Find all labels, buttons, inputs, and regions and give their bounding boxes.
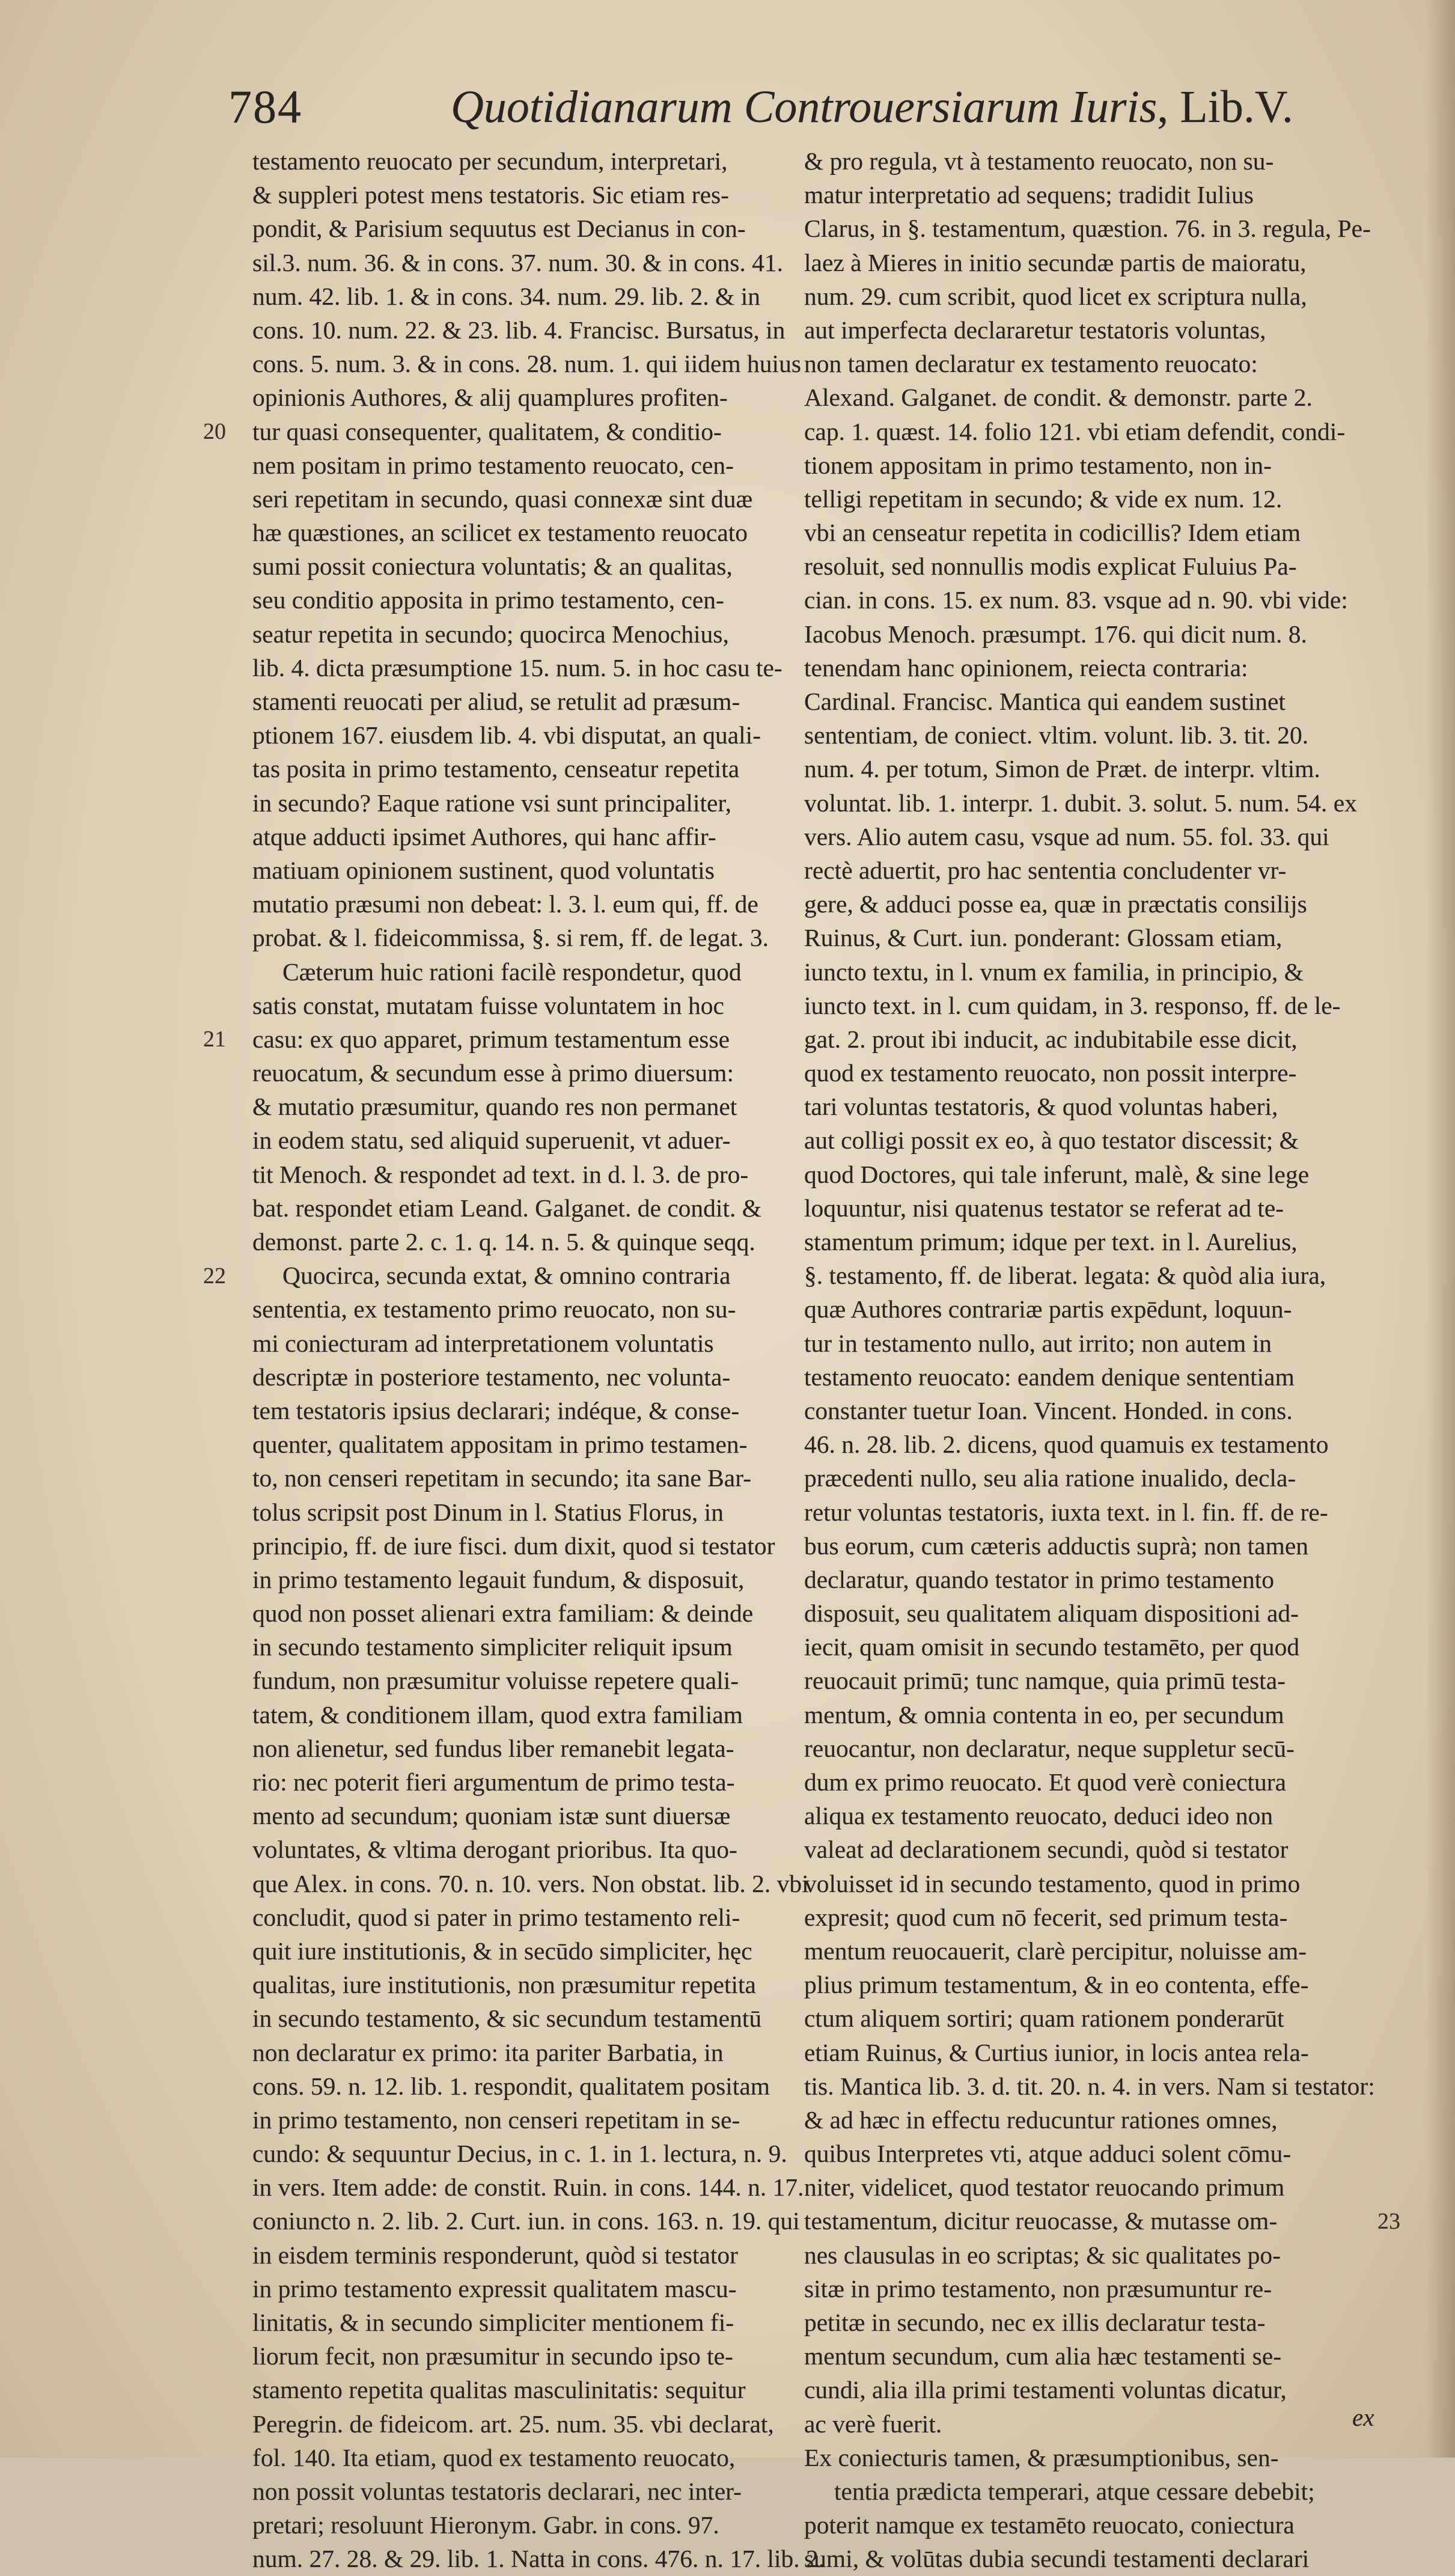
- text-line: Cæterum huic rationi facilè respondetur, quod: [282, 957, 742, 986]
- text-line: nem positam in primo testamento reuocato, cen-: [252, 451, 734, 479]
- page-header: [228, 77, 1293, 143]
- text-line: dum ex primo reuocato. Et quod verè coniectura: [804, 1768, 1287, 1796]
- text-line: resoluit, sed nonnullis modis explicat Fuluius Pa-: [804, 552, 1297, 581]
- text-line: Clarus, in §. testamentum, quæstion. 76. in 3. regula, Pe-: [804, 215, 1371, 243]
- text-line: reuocantur, non declaratur, neque suppletur secū-: [804, 1734, 1295, 1762]
- text-line: mento ad secundum; quoniam istæ sunt diuersæ: [252, 1802, 731, 1830]
- text-line: 46. n. 28. lib. 2. dicens, quod quamuis ex testamento: [804, 1430, 1329, 1459]
- margin-number: 23: [1377, 2209, 1400, 2235]
- running-title: [451, 77, 1293, 137]
- text-line: mentum, & omnia contenta in eo, per secundum: [804, 1700, 1284, 1729]
- text-line: non possit voluntas testatoris declarari, nec inter-: [252, 2477, 742, 2505]
- text-line: sil.3. num. 36. & in cons. 37. num. 30. & in cons. 41.: [252, 248, 784, 276]
- text-line: vers. Alio autem casu, vsque ad num. 55. fol. 33. qui: [804, 822, 1329, 850]
- text-line: mutatio præsumi non debeat: l. 3. l. eum qui, ff. de: [252, 890, 758, 918]
- text-line: sententia, ex testamento primo reuocato, non su-: [252, 1295, 736, 1323]
- text-line: qualitas, iure institutionis, non præsumitur repetita: [252, 1971, 756, 1999]
- text-line: bat. respondet etiam Leand. Galganet. de condit. &: [252, 1194, 762, 1222]
- text-line: & suppleri potest mens testatoris. Sic etiam res-: [252, 181, 729, 209]
- running-title-text: Quotidianarum Controuersiarum Iuris: [451, 82, 1158, 132]
- text-line: etiam Ruinus, & Curtius iunior, in locis antea rela-: [804, 2038, 1309, 2066]
- catchword: ex: [1352, 2404, 1374, 2431]
- text-line: stamenti reuocati per aliud, se retulit ad præsum-: [252, 688, 740, 715]
- text-line: reuocatum, & secundum esse à primo diuersum:: [252, 1059, 734, 1087]
- text-line: matur interpretatio ad sequens; tradidit Iulius: [804, 181, 1254, 209]
- text-line: Alexand. Galganet. de condit. & demonstr. parte 2.: [804, 383, 1313, 412]
- text-line: tatem, & conditionem illam, quod extra familiam: [252, 1700, 743, 1729]
- text-line: aut colligi possit ex eo, à quo testator discessit; &: [804, 1126, 1299, 1155]
- text-line: liorum fecit, non præsumitur in secundo ipso te-: [252, 2342, 733, 2370]
- text-line: quod Doctores, qui tale inferunt, malè, & sine lege: [804, 1160, 1310, 1188]
- text-line: constanter tuetur Ioan. Vincent. Honded. in cons.: [804, 1396, 1293, 1424]
- text-line: voluisset id in secundo testamento, quod in primo: [804, 1869, 1301, 1897]
- text-line: Quocirca, secunda extat, & omnino contraria: [282, 1262, 731, 1290]
- text-line: tolus scripsit post Dinum in l. Statius Florus, in: [252, 1498, 724, 1526]
- text-line: in secundo testamento, & sic secundum testamentū: [252, 2004, 762, 2033]
- text-line: poterit namque ex testamēto reuocato, coniectura: [804, 2511, 1295, 2539]
- text-line: quibus Interpretes vti, atque adduci solent cōmu-: [804, 2140, 1292, 2168]
- text-line: probat. & l. fideicommissa, §. si rem, ff. de legat. 3.: [252, 924, 769, 952]
- text-line: opinionis Authores, & alij quamplures profiten-: [252, 383, 728, 412]
- text-line: cons. 5. num. 3. & in cons. 28. num. 1. qui iidem huius: [252, 350, 801, 378]
- page-number: 784: [228, 81, 302, 133]
- text-line: pondit, & Parisium sequutus est Decianus in con-: [252, 215, 746, 243]
- text-line: tit Menoch. & respondet ad text. in d. l. 3. de pro-: [252, 1160, 749, 1188]
- text-line: quod non posset alienari extra familiam: & deinde: [252, 1599, 754, 1628]
- text-line: valeat ad declarationem secundi, quòd si testator: [804, 1836, 1289, 1864]
- text-line: atque adducti ipsimet Authores, qui hanc affir-: [252, 822, 716, 850]
- text-line: tur in testamento nullo, aut irrito; non autem in: [804, 1329, 1272, 1357]
- text-line: tem testatoris ipsius declarari; indéque, & conse-: [252, 1396, 740, 1424]
- text-line: mentum reuocauerit, clarè percipitur, noluisse am-: [804, 1937, 1307, 1965]
- text-line: voluntat. lib. 1. interpr. 1. dubit. 3. solut. 5. num. 54. ex: [804, 789, 1357, 817]
- text-line: num. 27. 28. & 29. lib. 1. Natta in cons. 476. n. 17. lib. 2.: [252, 2545, 825, 2573]
- text-line: descriptæ in posteriore testamento, nec volunta-: [252, 1363, 731, 1391]
- margin-number: 22: [203, 1263, 226, 1289]
- text-line: ptionem 167. eiusdem lib. 4. vbi disputat, an quali-: [252, 721, 761, 749]
- text-line: iuncto text. in l. cum quidam, in 3. responso, ff. de le-: [804, 991, 1341, 1019]
- text-line: casu: ex quo apparet, primum testamentum esse: [252, 1025, 730, 1053]
- text-line: que Alex. in cons. 70. n. 10. vers. Non obstat. lib. 2. vbi: [252, 1869, 809, 1897]
- text-line: non declaratur ex primo: ita pariter Barbatia, in: [252, 2038, 724, 2066]
- text-line: tari voluntas testatoris, & quod voluntas haberi,: [804, 1093, 1278, 1121]
- text-line: fundum, non præsumitur voluisse repetere quali-: [252, 1667, 739, 1695]
- text-line: loquuntur, nisi quatenus testator se referat ad te-: [804, 1194, 1284, 1222]
- text-line: seri repetitam in secundo, quasi connexæ sint duæ: [252, 484, 753, 513]
- text-line: in vers. Item adde: de constit. Ruin. in cons. 144. n. 17.: [252, 2173, 804, 2202]
- text-line: retur voluntas testatoris, iuxta text. in l. fin. ff. de re-: [804, 1498, 1328, 1526]
- text-line: Ruinus, & Curt. iun. ponderant: Glossam etiam,: [804, 924, 1283, 952]
- text-line: voluntates, & vltima derogant prioribus. Ita quo-: [252, 1836, 737, 1864]
- text-line: hæ quæstiones, an scilicet ex testamento reuocato: [252, 519, 748, 547]
- text-line: lib. 4. dicta præsumptione 15. num. 5. in hoc casu te-: [252, 653, 782, 682]
- text-line: fol. 140. Ita etiam, quod ex testamento reuocato,: [252, 2443, 736, 2471]
- text-line: bus eorum, cum cæteris adductis suprà; non tamen: [804, 1531, 1309, 1560]
- text-line: telligi repetitam in secundo; & vide ex num. 12.: [804, 484, 1283, 513]
- text-line: gat. 2. prout ibi inducit, ac indubitabile esse dicit,: [804, 1025, 1298, 1053]
- text-line: testamento reuocato per secundum, interpretari,: [252, 147, 728, 175]
- text-line: mi coniecturam ad interpretationem voluntatis: [252, 1329, 714, 1357]
- text-line: non tamen declaratur ex testamento reuocato:: [804, 350, 1258, 378]
- text-line: in secundo testamento simpliciter reliquit ipsum: [252, 1633, 733, 1661]
- text-line: tenendam hanc opinionem, reiecta contraria:: [804, 653, 1248, 682]
- text-line: reuocauit primū; tunc namque, quia primū testa-: [804, 1667, 1286, 1695]
- text-line: tur quasi consequenter, qualitatem, & conditio-: [252, 417, 722, 445]
- text-line: cundi, alia illa primi testamenti voluntas dicatur,: [804, 2376, 1287, 2404]
- text-line: num. 29. cum scribit, quod licet ex scriptura nulla,: [804, 282, 1307, 310]
- book-number: , Lib.V.: [1157, 82, 1293, 132]
- text-line: non alienetur, sed fundus liber remanebit legata-: [252, 1734, 734, 1762]
- text-line: testamentum, dicitur reuocasse, & mutasse om-: [804, 2207, 1278, 2235]
- text-line: nes clausulas in eo scriptas; & sic qualitates po-: [804, 2241, 1281, 2269]
- text-line: §. testamento, ff. de liberat. legata: & quòd alia iura,: [804, 1262, 1326, 1290]
- text-line: Iacobus Menoch. præsumpt. 176. qui dicit num. 8.: [804, 620, 1307, 648]
- text-line: laez à Mieres in initio secundæ partis de maioratu,: [804, 248, 1307, 276]
- left-text-column: [252, 144, 825, 2576]
- text-line: seatur repetita in secundo; quocirca Menochius,: [252, 620, 729, 648]
- text-line: stamentum primum; idque per text. in l. Aurelius,: [804, 1228, 1298, 1256]
- text-line: Ex coniecturis tamen, & præsumptionibus, sen-: [804, 2443, 1279, 2471]
- right-text-column: [804, 144, 1375, 2576]
- text-line: in primo testamento, non censeri repetitam in se-: [252, 2105, 740, 2134]
- text-line: declaratur, quando testator in primo testamento: [804, 1565, 1274, 1593]
- text-line: quenter, qualitatem appositam in primo testamen-: [252, 1430, 748, 1459]
- text-line: seu conditio apposita in primo testamento, cen-: [252, 586, 724, 614]
- text-line: niter, videlicet, quod testator reuocando primum: [804, 2173, 1285, 2202]
- text-line: cons. 59. n. 12. lib. 1. respondit, qualitatem positam: [252, 2072, 770, 2100]
- text-line: Cardinal. Francisc. Mantica qui eandem sustinet: [804, 688, 1286, 715]
- text-line: num. 42. lib. 1. & in cons. 34. num. 29. lib. 2. & in: [252, 282, 760, 310]
- text-line: principio, ff. de iure fisci. dum dixit, quod si testator: [252, 1531, 775, 1560]
- text-line: expresit; quod cum nō fecerit, sed primum testa-: [804, 1903, 1288, 1931]
- text-line: in primo testamento legauit fundum, & disposuit,: [252, 1565, 745, 1593]
- text-line: to, non censeri repetitam in secundo; ita sane Bar-: [252, 1464, 752, 1492]
- text-line: rio: nec poterit fieri argumentum de primo testa-: [252, 1768, 735, 1796]
- text-line: & mutatio præsumitur, quando res non permanet: [252, 1093, 737, 1121]
- text-line: aut imperfecta declararetur testatoris voluntas,: [804, 316, 1266, 344]
- text-line: in eisdem terminis responderunt, quòd si testator: [252, 2241, 738, 2269]
- text-line: petitæ in secundo, nec ex illis declaratur testa-: [804, 2309, 1266, 2336]
- text-line: sententiam, de coniect. vltim. volunt. lib. 3. tit. 20.: [804, 721, 1309, 749]
- text-line: demonst. parte 2. c. 1. q. 14. n. 5. & quinque seqq.: [252, 1228, 755, 1256]
- text-line: Peregrin. de fideicom. art. 25. num. 35. vbi declarat,: [252, 2410, 774, 2438]
- text-line: sumi, & volūtas dubia secundi testamenti declarari: [804, 2545, 1310, 2573]
- text-line: plius primum testamentum, & in eo contenta, effe-: [804, 1971, 1309, 1999]
- text-line: cian. in cons. 15. ex num. 83. vsque ad n. 90. vbi vide:: [804, 586, 1348, 614]
- text-line: rectè aduertit, pro hac sententia concludenter vr-: [804, 856, 1287, 884]
- text-line: cap. 1. quæst. 14. folio 121. vbi etiam defendit, condi-: [804, 417, 1346, 445]
- text-line: sumi possit coniectura voluntatis; & an qualitas,: [252, 552, 733, 581]
- text-line: in eodem statu, sed aliquid superuenit, vt aduer-: [252, 1126, 731, 1155]
- page-gutter-shadow: [1426, 0, 1455, 2458]
- text-line: tas posita in primo testamento, censeatur repetita: [252, 755, 740, 783]
- text-line: mentum secundum, cum alia hæc testamenti se-: [804, 2342, 1282, 2370]
- text-line: præcedenti nullo, seu alia ratione inualido, decla-: [804, 1464, 1296, 1492]
- text-line: disposuit, seu qualitatem aliquam dispositioni ad-: [804, 1599, 1299, 1628]
- text-line: cundo: & sequuntur Decius, in c. 1. in 1. lectura, n. 9.: [252, 2140, 787, 2168]
- text-line: num. 4. per totum, Simon de Præt. de interpr. vltim.: [804, 755, 1320, 783]
- text-line: concludit, quod si pater in primo testamento reli-: [252, 1903, 740, 1931]
- text-line: quod ex testamento reuocato, non possit interpre-: [804, 1059, 1297, 1087]
- text-line: quæ Authores contrariæ partis expēdunt, loquun-: [804, 1295, 1292, 1323]
- text-line: quit iure institutionis, & in secūdo simpliciter, hęc: [252, 1937, 752, 1965]
- text-line: stamento repetita qualitas masculinitatis: sequitur: [252, 2376, 746, 2404]
- text-line: gere, & adduci posse ea, quæ in præctatis consilijs: [804, 890, 1307, 918]
- text-line: tionem appositam in primo testamento, non in-: [804, 451, 1272, 479]
- text-line: iecit, quam omisit in secundo testamēto, per quod: [804, 1633, 1300, 1661]
- text-line: in secundo? Eaque ratione vsi sunt principaliter,: [252, 789, 731, 817]
- text-line: matiuam opinionem sustinent, quod voluntatis: [252, 856, 715, 884]
- text-line: testamento reuocato: eandem denique sententiam: [804, 1363, 1295, 1391]
- text-line: linitatis, & in secundo simpliciter mentionem fi-: [252, 2309, 734, 2336]
- text-line: & ad hæc in effectu reducuntur rationes omnes,: [804, 2105, 1278, 2134]
- text-line: pretari; resoluunt Hieronym. Gabr. in cons. 97.: [252, 2511, 719, 2539]
- text-line: tentia prædicta temperari, atque cessare debebit;: [834, 2477, 1315, 2505]
- text-line: in primo testamento expressit qualitatem mascu-: [252, 2274, 737, 2303]
- text-line: aliqua ex testamento reuocato, deduci ideo non: [804, 1802, 1274, 1830]
- margin-number: 21: [203, 1027, 226, 1052]
- text-line: vbi an censeatur repetita in codicillis? Idem etiam: [804, 519, 1301, 547]
- text-line: & pro regula, vt à testamento reuocato, non su-: [804, 147, 1274, 175]
- text-line: ac verè fuerit.: [804, 2410, 942, 2438]
- text-line: satis constat, mutatam fuisse voluntatem in hoc: [252, 991, 724, 1019]
- text-line: ctum aliquem sortiri; quam rationem ponderarūt: [804, 2004, 1284, 2033]
- text-line: tis. Mantica lib. 3. d. tit. 20. n. 4. in vers. Nam si testator:: [804, 2072, 1375, 2100]
- text-line: iuncto textu, in l. vnum ex familia, in principio, &: [804, 957, 1304, 986]
- text-line: coniuncto n. 2. lib. 2. Curt. iun. in cons. 163. n. 19. qui: [252, 2207, 800, 2235]
- text-line: cons. 10. num. 22. & 23. lib. 4. Francisc. Bursatus, in: [252, 316, 785, 344]
- text-line: sitæ in primo testamento, non præsumuntur re-: [804, 2274, 1272, 2303]
- margin-number: 20: [203, 418, 226, 444]
